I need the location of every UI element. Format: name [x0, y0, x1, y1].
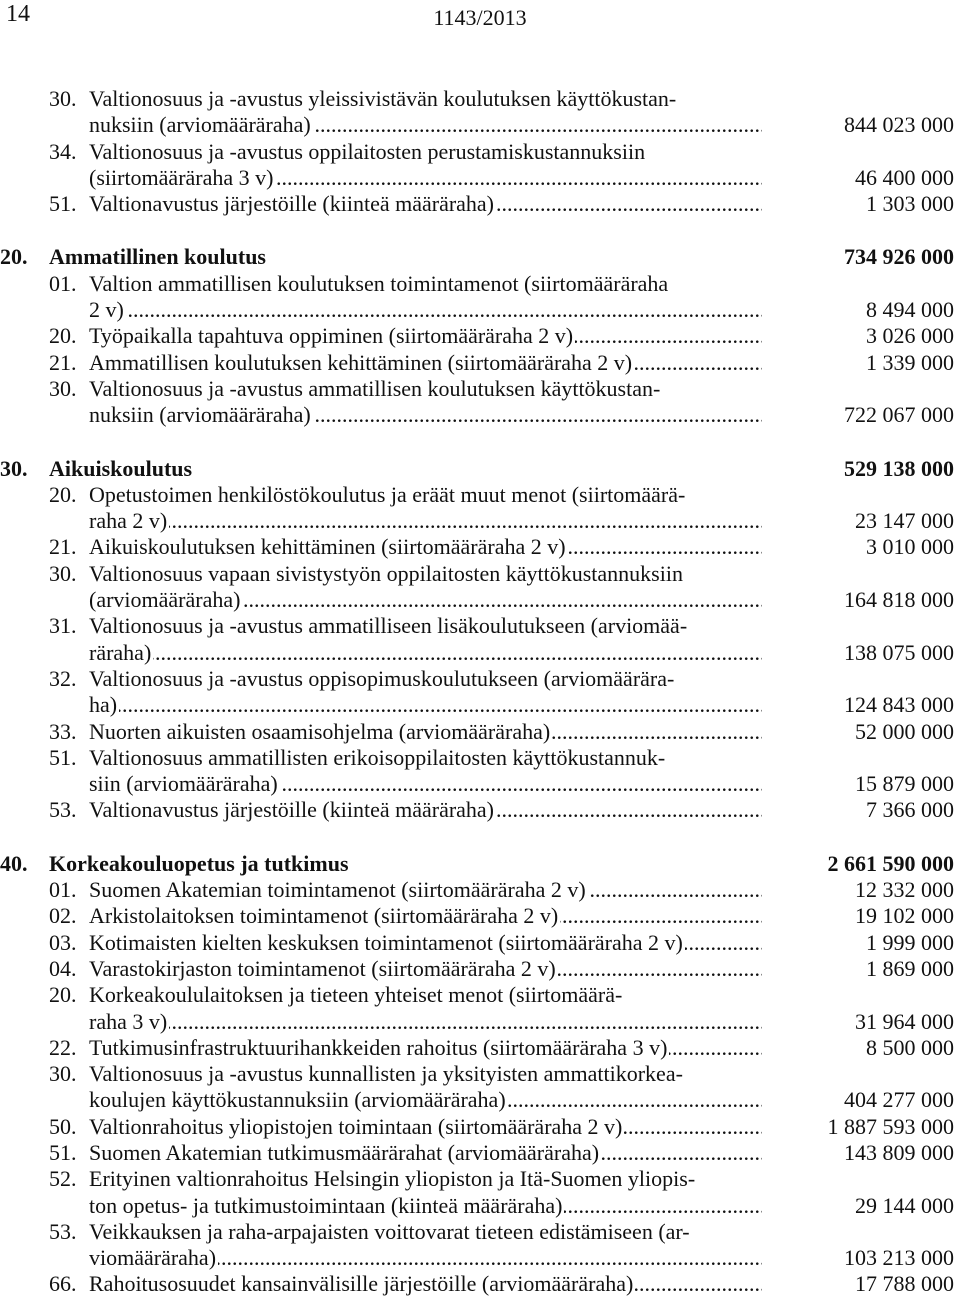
item-code: 30.	[49, 375, 77, 401]
item-description-text: raha 3 v)	[89, 1008, 168, 1034]
item-description-text: Varastokirjaston toimintamenot (siirtomääräraha 2 v)	[89, 955, 556, 981]
item-code: 30.	[49, 86, 77, 111]
item-description-text: Kotimaisten kielten keskuksen toimintamenot (siirtomääräraha 2 v)	[89, 929, 683, 955]
item-description-text: Suomen Akatemian toimintamenot (siirtomääräraha 2 v)	[89, 877, 586, 903]
budget-item	[49, 930, 960, 956]
item-description-text: Rahoitusosuudet kansainvälisille järjestöille (arviomääräraha)	[89, 1271, 634, 1297]
section-title-block	[49, 244, 749, 270]
item-amount: 722 067 000	[844, 402, 954, 428]
item-description	[89, 323, 762, 349]
item-amount: 1 999 000	[866, 929, 954, 955]
item-description	[89, 350, 762, 376]
item-amount: 404 277 000	[844, 1087, 954, 1113]
item-description-line	[89, 86, 762, 112]
budget-item	[49, 982, 960, 1035]
item-code: 03.	[49, 929, 77, 955]
item-description	[89, 1271, 762, 1297]
item-code: 30.	[49, 560, 77, 586]
item-amount: 164 818 000	[844, 587, 954, 613]
item-description	[89, 666, 762, 719]
item-amount: 46 400 000	[855, 164, 954, 190]
item-description-text: (arviomääräraha)	[89, 587, 241, 613]
item-description-line	[89, 930, 762, 956]
item-description-line	[89, 297, 762, 323]
item-description-text: Valtion ammatillisen koulutuksen toimintamenot (siirtomääräraha	[89, 270, 669, 296]
item-description-text: Valtionavustus järjestöille (kiinteä määräraha)	[89, 191, 495, 217]
item-code: 32.	[49, 665, 77, 691]
item-amount: 844 023 000	[844, 112, 954, 138]
budget-item	[49, 323, 960, 349]
item-description-text: Tutkimusinfrastruktuurihankkeiden rahoitus (siirtomääräraha 3 v)	[89, 1034, 668, 1060]
item-amount: 1 303 000	[866, 191, 954, 217]
item-description	[89, 1035, 762, 1061]
budget-item	[49, 719, 960, 745]
budget-item	[49, 956, 960, 982]
item-description	[89, 903, 762, 929]
item-description-line	[89, 1009, 762, 1035]
item-description	[89, 86, 762, 139]
budget-item	[49, 534, 960, 560]
item-description-text: Valtionrahoitus yliopistojen toimintaan (siirtomääräraha 2 v)	[89, 1113, 623, 1139]
budget-item	[49, 1035, 960, 1061]
item-amount: 3 010 000	[866, 534, 954, 560]
item-code: 21.	[49, 349, 77, 375]
item-description-text: Valtionosuus ja -avustus oppisopimuskoulutukseen (arviomäärära-	[89, 665, 675, 691]
item-description	[89, 191, 762, 217]
budget-item	[49, 797, 960, 823]
item-description-text: siin (arviomääräraha)	[89, 771, 278, 797]
item-description-line	[89, 771, 762, 797]
item-description-text: Valtionosuus vapaan sivistystyön oppilaitosten käyttökustannuksiin	[89, 560, 683, 586]
budget-item	[49, 903, 960, 929]
item-description-line	[89, 561, 762, 587]
item-description-text: Suomen Akatemian tutkimusmäärärahat (arviomääräraha)	[89, 1139, 600, 1165]
item-code: 20.	[49, 481, 77, 507]
item-description	[89, 1114, 762, 1140]
section-gap	[0, 429, 960, 456]
item-amount: 31 964 000	[855, 1008, 954, 1034]
item-description	[89, 1061, 762, 1114]
item-description-text: Korkeakoululaitoksen ja tieteen yhteiset menot (siirtomäärä-	[89, 982, 623, 1008]
budget-item	[49, 350, 960, 376]
item-description-text: 2 v)	[89, 297, 124, 323]
item-amount: 138 075 000	[844, 639, 954, 665]
item-code: 31.	[49, 613, 77, 639]
item-description-line	[89, 587, 762, 613]
item-description-text: Valtionosuus ja -avustus ammatillisen koulutuksen käyttökustan-	[89, 375, 661, 401]
item-description-text: Veikkauksen ja raha-arpajaisten voittovarat tieteen edistämiseen (ar-	[89, 1218, 690, 1244]
item-description-line	[89, 402, 762, 428]
section-title-block	[49, 456, 749, 482]
document-number: 1143/2013	[433, 5, 527, 30]
item-description	[89, 1219, 762, 1272]
budget-item	[49, 745, 960, 798]
budget-item	[49, 139, 960, 192]
item-amount: 12 332 000	[855, 877, 954, 903]
item-code: 53.	[49, 797, 77, 823]
item-code: 66.	[49, 1271, 77, 1297]
item-description	[89, 613, 762, 666]
item-description-text: Valtionosuus ja -avustus yleissivistävän koulutuksen käyttökustan-	[89, 86, 677, 111]
item-description-text: Valtionosuus ja -avustus oppilaitosten perustamiskustannuksiin	[89, 138, 646, 164]
item-description-text: Valtionosuus ja -avustus kunnallisten ja yksityisten ammattikorkea-	[89, 1061, 683, 1087]
section-amount: 2 661 590 000	[827, 850, 954, 876]
item-description-text: ton opetus- ja tutkimustoimintaan (kiinteä määräraha)	[89, 1192, 563, 1218]
item-code: 33.	[49, 718, 77, 744]
item-code: 02.	[49, 903, 77, 929]
budget-item	[49, 271, 960, 324]
budget-item	[49, 376, 960, 429]
item-amount: 1 869 000	[866, 955, 954, 981]
budget-content	[0, 86, 960, 1298]
section-title: Korkeakouluopetus ja tutkimus	[49, 850, 349, 876]
budget-item	[49, 1061, 960, 1114]
item-code: 01.	[49, 270, 77, 296]
section-code: 20.	[0, 244, 28, 270]
item-description-line	[89, 1219, 762, 1245]
item-description	[89, 1140, 762, 1166]
item-description-line	[89, 1166, 762, 1192]
item-description-text: viomääräraha)	[89, 1245, 217, 1271]
item-code: 34.	[49, 138, 77, 164]
section-heading	[0, 244, 960, 270]
item-description-line	[89, 877, 762, 903]
item-description	[89, 719, 762, 745]
item-amount: 7 366 000	[866, 797, 954, 823]
budget-item	[49, 1271, 960, 1297]
item-amount: 103 213 000	[844, 1245, 954, 1271]
item-amount: 124 843 000	[844, 692, 954, 718]
item-description-line	[89, 376, 762, 402]
item-code: 20.	[49, 323, 77, 349]
item-description-line	[89, 1245, 762, 1271]
item-description	[89, 877, 762, 903]
item-description	[89, 561, 762, 614]
item-description	[89, 745, 762, 798]
item-code: 51.	[49, 1139, 77, 1165]
budget-item	[49, 1219, 960, 1272]
item-code: 22.	[49, 1034, 77, 1060]
budget-item	[49, 86, 960, 139]
item-description-line	[89, 640, 762, 666]
item-description-line	[89, 1193, 762, 1219]
section-amount: 529 138 000	[844, 455, 954, 481]
section-title-block	[49, 851, 749, 877]
item-amount: 8 500 000	[866, 1034, 954, 1060]
item-amount: 29 144 000	[855, 1192, 954, 1218]
item-description-line	[89, 745, 762, 771]
section-gap	[0, 824, 960, 851]
item-description-line	[89, 797, 762, 823]
item-description-line	[89, 534, 762, 560]
item-amount: 23 147 000	[855, 508, 954, 534]
budget-item	[49, 1114, 960, 1140]
item-description-line	[89, 1087, 762, 1113]
item-description-line	[89, 323, 762, 349]
budget-item	[49, 1166, 960, 1219]
item-description-text: Valtionosuus ammatillisten erikoisoppilaitosten käyttökustannuk-	[89, 744, 666, 770]
item-description-text: Arkistolaitoksen toimintamenot (siirtomääräraha 2 v)	[89, 903, 559, 929]
section-heading	[0, 456, 960, 482]
item-description	[89, 376, 762, 429]
item-code: 51.	[49, 191, 77, 217]
item-amount: 3 026 000	[866, 323, 954, 349]
item-description-text: Työpaikalla tapahtuva oppiminen (siirtomääräraha 2 v)	[89, 323, 574, 349]
item-description-line	[89, 692, 762, 718]
budget-item	[49, 191, 960, 217]
item-description-text: Valtionavustus järjestöille (kiinteä määräraha)	[89, 797, 495, 823]
item-code: 52.	[49, 1166, 77, 1192]
item-description-text: Opetustoimen henkilöstökoulutus ja eräät muut menot (siirtomäärä-	[89, 481, 686, 507]
item-description-text: ha)	[89, 692, 118, 718]
item-description-line	[89, 666, 762, 692]
budget-item	[49, 482, 960, 535]
item-code: 51.	[49, 744, 77, 770]
budget-item	[49, 561, 960, 614]
item-description	[89, 271, 762, 324]
item-description	[89, 982, 762, 1035]
item-description-text: Nuorten aikuisten osaamisohjelma (arviomääräraha)	[89, 718, 551, 744]
item-code: 50.	[49, 1113, 77, 1139]
item-description-text: Erityinen valtionrahoitus Helsingin yliopiston ja Itä-Suomen yliopis-	[89, 1166, 696, 1192]
item-description-text: Valtionosuus ja -avustus ammatilliseen lisäkoulutukseen (arviomää-	[89, 613, 688, 639]
item-amount: 1 339 000	[866, 349, 954, 375]
item-amount: 1 887 593 000	[827, 1113, 954, 1139]
item-code: 30.	[49, 1061, 77, 1087]
item-description-line	[89, 1061, 762, 1087]
item-description-text: koulujen käyttökustannuksiin (arviomääräraha)	[89, 1087, 506, 1113]
item-description	[89, 956, 762, 982]
item-description-text: nuksiin (arviomääräraha)	[89, 402, 311, 428]
item-description-text: Aikuiskoulutuksen kehittäminen (siirtomääräraha 2 v)	[89, 534, 566, 560]
item-description-line	[89, 1140, 762, 1166]
item-description-line	[89, 191, 762, 217]
item-description-line	[89, 139, 762, 165]
item-description-line	[89, 903, 762, 929]
item-amount: 8 494 000	[866, 297, 954, 323]
item-code: 04.	[49, 955, 77, 981]
section-code: 40.	[0, 850, 28, 876]
item-description	[89, 797, 762, 823]
item-amount: 52 000 000	[855, 718, 954, 744]
item-description-text: raha 2 v)	[89, 508, 168, 534]
item-description-line	[89, 613, 762, 639]
item-amount: 143 809 000	[844, 1139, 954, 1165]
item-description-line	[89, 1114, 762, 1140]
item-description-text: nuksiin (arviomääräraha)	[89, 112, 311, 138]
item-description-line	[89, 350, 762, 376]
item-description-line	[89, 719, 762, 745]
item-description	[89, 534, 762, 560]
section-gap	[0, 217, 960, 244]
item-description-text: räraha)	[89, 639, 152, 665]
section-title: Aikuiskoulutus	[49, 455, 193, 481]
budget-item	[49, 613, 960, 666]
item-description-line	[89, 271, 762, 297]
item-description-line	[89, 956, 762, 982]
page-header	[0, 0, 960, 34]
item-code: 53.	[49, 1218, 77, 1244]
item-description-line	[89, 1271, 762, 1297]
item-description-text: (siirtomääräraha 3 v)	[89, 164, 274, 190]
item-description-text: Ammatillisen koulutuksen kehittäminen (siirtomääräraha 2 v)	[89, 349, 633, 375]
item-description-line	[89, 1035, 762, 1061]
item-description	[89, 139, 762, 192]
item-code: 20.	[49, 982, 77, 1008]
item-amount: 17 788 000	[855, 1271, 954, 1297]
section-code: 30.	[0, 455, 28, 481]
item-description-line	[89, 165, 762, 191]
item-description	[89, 1166, 762, 1219]
item-description-line	[89, 982, 762, 1008]
budget-item	[49, 666, 960, 719]
section-amount: 734 926 000	[844, 244, 954, 270]
section-heading	[0, 851, 960, 877]
item-description-line	[89, 482, 762, 508]
item-description	[89, 930, 762, 956]
budget-item	[49, 1140, 960, 1166]
budget-item	[49, 877, 960, 903]
item-amount: 15 879 000	[855, 771, 954, 797]
item-description	[89, 482, 762, 535]
item-code: 21.	[49, 534, 77, 560]
page-number: 14	[6, 1, 30, 27]
item-code: 01.	[49, 877, 77, 903]
item-amount: 19 102 000	[855, 903, 954, 929]
item-description-line	[89, 508, 762, 534]
item-description-line	[89, 112, 762, 138]
section-title: Ammatillinen koulutus	[49, 244, 266, 270]
